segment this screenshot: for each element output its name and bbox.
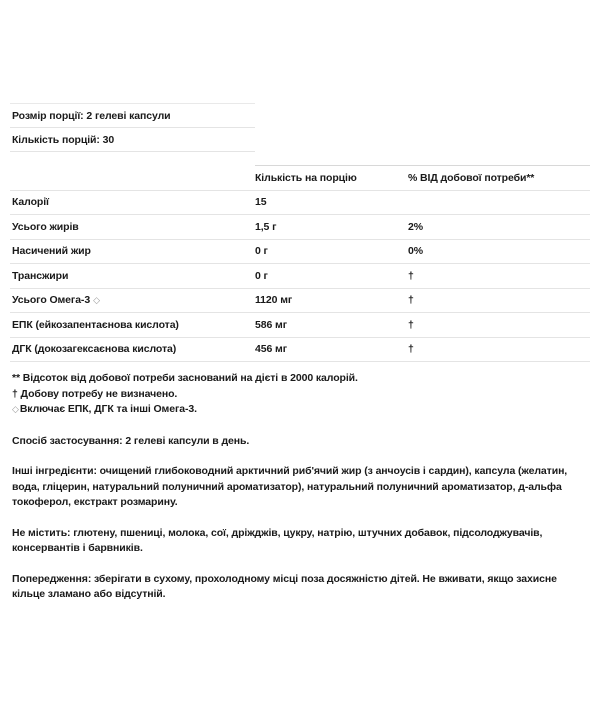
nutrient-name-text: ЕПК (ейкозапентаєнова кислота) bbox=[12, 318, 179, 331]
header-daily-value: % ВІД добової потреби** bbox=[408, 165, 590, 190]
nutrient-name-text: Усього Омега-3 bbox=[12, 294, 91, 307]
servings-blank-amount bbox=[255, 128, 408, 152]
footnote-daily-value: ** Відсоток від добової потреби заснований на дієті в 2000 калорій. bbox=[12, 372, 358, 384]
nutrient-name-text: Калорії bbox=[12, 196, 49, 209]
nutrient-daily-value bbox=[408, 190, 590, 215]
serving-size-row bbox=[10, 104, 590, 128]
diamond-icon bbox=[179, 320, 182, 330]
nutrient-daily-value: † bbox=[408, 288, 590, 313]
nutrient-daily-value: † bbox=[408, 337, 590, 362]
spacer-cell-amount bbox=[255, 152, 408, 166]
nutrient-name bbox=[10, 313, 255, 338]
nutrient-daily-value: 0% bbox=[408, 239, 590, 264]
serving-size-label: Розмір порції: 2 гелеві капсули bbox=[10, 104, 255, 128]
footnote-diamond bbox=[12, 402, 590, 418]
serving-size-blank-dv bbox=[408, 104, 590, 128]
free-from-text: Не містить: глютену, пшениці, молока, сої, дріжджів, цукру, натрію, штучних добавок, підсолоджувачів, консервантів і барвників. bbox=[12, 526, 543, 554]
table-row bbox=[10, 190, 590, 215]
nutrient-amount: 0 г bbox=[255, 239, 408, 264]
directions-text: Спосіб застосування: 2 гелеві капсули в день. bbox=[12, 434, 250, 447]
nutrient-amount: 1120 мг bbox=[255, 288, 408, 313]
nutrient-name bbox=[10, 215, 255, 240]
table-spacer-row bbox=[10, 152, 590, 166]
nutrient-amount: 586 мг bbox=[255, 313, 408, 338]
table-row bbox=[10, 215, 590, 240]
other-ingredients-text: Інші інгредієнти: очищений глибоководний арктичний риб'ячий жир (з анчоусів і сардин), капсула (желатин, вода, гліцерин, натуральний полуничний ароматизатор), натуральний полуничний ароматизатор, д-альфа токоферол, екстракт розмарину. bbox=[12, 465, 568, 508]
nutrient-name bbox=[10, 239, 255, 264]
nutrient-amount: 0 г bbox=[255, 264, 408, 289]
nutrient-amount: 456 мг bbox=[255, 337, 408, 362]
diamond-icon bbox=[91, 246, 94, 256]
nutrient-name-text: Насичений жир bbox=[12, 245, 91, 258]
nutrient-daily-value: † bbox=[408, 264, 590, 289]
table-row bbox=[10, 288, 590, 313]
nutrient-amount: 1,5 г bbox=[255, 215, 408, 240]
warning-text: Попередження: зберігати в сухому, прохолодному місці поза досяжністю дітей. Не вживати, якщо захисне кільце зламано або відсутній. bbox=[12, 572, 557, 600]
table-row bbox=[10, 239, 590, 264]
table-row bbox=[10, 313, 590, 338]
table-row bbox=[10, 264, 590, 289]
nutrient-name-text: Трансжири bbox=[12, 269, 69, 282]
diamond-icon bbox=[49, 197, 52, 207]
nutrient-name bbox=[10, 288, 255, 313]
nutrient-name bbox=[10, 264, 255, 289]
servings-per-container-label: Кількість порцій: 30 bbox=[10, 128, 255, 152]
diamond-icon: ◇ bbox=[12, 404, 19, 414]
nutrient-name bbox=[10, 337, 255, 362]
diamond-icon: ◇ bbox=[93, 295, 100, 306]
serving-size-blank-amount bbox=[255, 104, 408, 128]
diamond-icon bbox=[68, 271, 71, 281]
spacer-cell-name bbox=[10, 152, 255, 166]
spacer-cell-dv bbox=[408, 152, 590, 166]
nutrient-name-text: ДГК (докозагексаєнова кислота) bbox=[12, 343, 177, 356]
table-header-row bbox=[10, 165, 590, 190]
supplement-facts-page bbox=[0, 103, 600, 703]
footnotes-block bbox=[10, 371, 590, 418]
nutrient-daily-value: 2% bbox=[408, 215, 590, 240]
footnote-diamond-text: Включає ЕПК, ДГК та інші Омега-3. bbox=[19, 403, 197, 415]
table-row bbox=[10, 337, 590, 362]
diamond-icon bbox=[79, 222, 82, 232]
servings-blank-dv bbox=[408, 128, 590, 152]
product-details-block bbox=[10, 434, 590, 603]
servings-per-container-row bbox=[10, 128, 590, 152]
nutrient-amount: 15 bbox=[255, 190, 408, 215]
diamond-icon bbox=[176, 344, 179, 354]
supplement-facts-table bbox=[10, 103, 590, 362]
header-nutrient-name bbox=[10, 165, 255, 190]
nutrient-name-text: Усього жирів bbox=[12, 220, 79, 233]
footnote-dagger: † Добову потребу не визначено. bbox=[12, 387, 178, 400]
header-amount-per-serving: Кількість на порцію bbox=[255, 165, 408, 190]
nutrient-name bbox=[10, 190, 255, 215]
nutrient-daily-value: † bbox=[408, 313, 590, 338]
